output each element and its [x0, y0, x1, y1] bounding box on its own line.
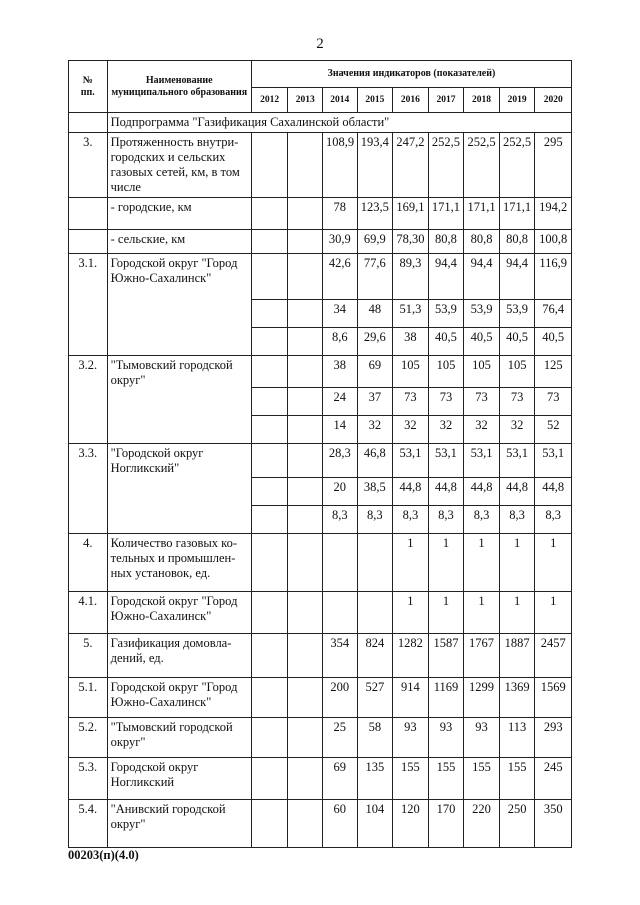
value-cell-2016: 914 — [393, 678, 429, 718]
value-cell-2019: 8,3 — [499, 506, 535, 534]
value-cell-2015 — [357, 592, 393, 634]
value-cell-2020: 1 — [535, 592, 572, 634]
value-cell-2018: 32 — [464, 416, 500, 444]
value-cell-2012 — [251, 444, 288, 478]
value-cell-2019: 44,8 — [499, 478, 535, 506]
value-cell-2019: 73 — [499, 388, 535, 416]
value-cell-2019: 113 — [499, 718, 535, 758]
value-cell-2014: 78 — [323, 198, 358, 230]
value-cell-2018: 1767 — [464, 634, 500, 678]
value-cell-2019: 80,8 — [499, 230, 535, 254]
value-cell-2019: 94,4 — [499, 254, 535, 300]
value-cell-2016: 32 — [393, 416, 429, 444]
value-cell-2017: 171,1 — [428, 198, 464, 230]
value-cell-2017: 32 — [428, 416, 464, 444]
section-row — [69, 113, 572, 133]
value-cell-2013 — [288, 328, 323, 356]
value-cell-2017: 252,5 — [428, 133, 464, 198]
value-cell-2013 — [288, 133, 323, 198]
table-row — [69, 444, 572, 478]
value-cell-2020: 116,9 — [535, 254, 572, 300]
row-name: Газификация домовла-дений, ед. — [107, 634, 251, 678]
indicators-table — [68, 60, 572, 848]
value-cell-2019: 252,5 — [499, 133, 535, 198]
section-title: Подпрограмма "Газификация Сахалинской области" — [107, 113, 571, 133]
value-cell-2016: 73 — [393, 388, 429, 416]
table-row — [69, 634, 572, 678]
header-name: Наименование муниципального образования — [107, 61, 251, 113]
value-cell-2014: 8,3 — [323, 506, 358, 534]
value-cell-2012 — [251, 478, 288, 506]
value-cell-2017: 53,1 — [428, 444, 464, 478]
value-cell-2016: 1 — [393, 592, 429, 634]
value-cell-2020: 125 — [535, 356, 572, 388]
value-cell-2020: 194,2 — [535, 198, 572, 230]
value-cell-2016: 1282 — [393, 634, 429, 678]
table-row — [69, 758, 572, 800]
value-cell-2012 — [251, 300, 288, 328]
value-cell-2015 — [357, 534, 393, 592]
value-cell-2012 — [251, 133, 288, 198]
table-row — [69, 678, 572, 718]
value-cell-2012 — [251, 230, 288, 254]
value-cell-2019: 155 — [499, 758, 535, 800]
value-cell-2013 — [288, 254, 323, 300]
row-name: Количество газовых ко-тельных и промышлен-ных установок, ед. — [107, 534, 251, 592]
value-cell-2017: 1 — [428, 534, 464, 592]
table-row — [69, 198, 572, 230]
value-cell-2014: 20 — [323, 478, 358, 506]
value-cell-2017: 1587 — [428, 634, 464, 678]
value-cell-2013 — [288, 534, 323, 592]
value-cell-2013 — [288, 800, 323, 848]
value-cell-2019: 1 — [499, 534, 535, 592]
value-cell-2016: 89,3 — [393, 254, 429, 300]
value-cell-2012 — [251, 198, 288, 230]
value-cell-2018: 252,5 — [464, 133, 500, 198]
row-number: 4.1. — [69, 592, 108, 634]
value-cell-2015: 193,4 — [357, 133, 393, 198]
header-values: Значения индикаторов (показателей) — [251, 61, 571, 88]
value-cell-2018: 1299 — [464, 678, 500, 718]
value-cell-2015: 527 — [357, 678, 393, 718]
value-cell-2018: 53,1 — [464, 444, 500, 478]
value-cell-2020: 53,1 — [535, 444, 572, 478]
header-year: 2018 — [464, 88, 500, 113]
value-cell-2015: 46,8 — [357, 444, 393, 478]
value-cell-2015: 58 — [357, 718, 393, 758]
value-cell-2016: 169,1 — [393, 198, 429, 230]
row-name: Городской округ "Город Южно-Сахалинск" — [107, 254, 251, 356]
value-cell-2020: 73 — [535, 388, 572, 416]
table-row — [69, 718, 572, 758]
value-cell-2013 — [288, 718, 323, 758]
row-number: 5.4. — [69, 800, 108, 848]
value-cell-2013 — [288, 416, 323, 444]
value-cell-2014: 30,9 — [323, 230, 358, 254]
value-cell-2017: 80,8 — [428, 230, 464, 254]
value-cell-2015: 38,5 — [357, 478, 393, 506]
value-cell-2018: 73 — [464, 388, 500, 416]
table-row — [69, 356, 572, 388]
value-cell-2012 — [251, 634, 288, 678]
row-name: "Тымовский городской округ" — [107, 718, 251, 758]
value-cell-2019: 40,5 — [499, 328, 535, 356]
value-cell-2016: 78,30 — [393, 230, 429, 254]
value-cell-2013 — [288, 678, 323, 718]
value-cell-2012 — [251, 592, 288, 634]
row-name: "Тымовский городской округ" — [107, 356, 251, 444]
value-cell-2014: 69 — [323, 758, 358, 800]
value-cell-2013 — [288, 300, 323, 328]
row-name: Городской округ "Город Южно-Сахалинск" — [107, 592, 251, 634]
table-row — [69, 592, 572, 634]
value-cell-2015: 104 — [357, 800, 393, 848]
value-cell-2014: 354 — [323, 634, 358, 678]
value-cell-2016: 51,3 — [393, 300, 429, 328]
value-cell-2019: 1 — [499, 592, 535, 634]
value-cell-2016: 53,1 — [393, 444, 429, 478]
value-cell-2013 — [288, 198, 323, 230]
row-name: Городской округ Ногликский — [107, 758, 251, 800]
value-cell-2020: 2457 — [535, 634, 572, 678]
value-cell-2020: 76,4 — [535, 300, 572, 328]
value-cell-2020: 40,5 — [535, 328, 572, 356]
table-body — [69, 113, 572, 848]
value-cell-2016: 1 — [393, 534, 429, 592]
value-cell-2013 — [288, 758, 323, 800]
value-cell-2013 — [288, 388, 323, 416]
value-cell-2015: 32 — [357, 416, 393, 444]
value-cell-2015: 135 — [357, 758, 393, 800]
table-row — [69, 230, 572, 254]
value-cell-2014: 38 — [323, 356, 358, 388]
value-cell-2019: 171,1 — [499, 198, 535, 230]
value-cell-2013 — [288, 592, 323, 634]
value-cell-2015: 29,6 — [357, 328, 393, 356]
value-cell-2014: 14 — [323, 416, 358, 444]
value-cell-2019: 1369 — [499, 678, 535, 718]
value-cell-2019: 1887 — [499, 634, 535, 678]
value-cell-2018: 1 — [464, 534, 500, 592]
value-cell-2012 — [251, 254, 288, 300]
value-cell-2017: 155 — [428, 758, 464, 800]
value-cell-2018: 171,1 — [464, 198, 500, 230]
value-cell-2015: 123,5 — [357, 198, 393, 230]
value-cell-2014: 42,6 — [323, 254, 358, 300]
value-cell-2013 — [288, 230, 323, 254]
row-number: 3. — [69, 133, 108, 198]
value-cell-2019: 53,9 — [499, 300, 535, 328]
value-cell-2018: 155 — [464, 758, 500, 800]
row-name: Протяженность внутри-городских и сельских газовых сетей, км, в том числе — [107, 133, 251, 198]
value-cell-2016: 120 — [393, 800, 429, 848]
row-number: 5. — [69, 634, 108, 678]
table-row — [69, 133, 572, 198]
value-cell-2014: 25 — [323, 718, 358, 758]
value-cell-2012 — [251, 718, 288, 758]
table-header — [69, 61, 572, 113]
value-cell-2018: 8,3 — [464, 506, 500, 534]
row-name: - сельские, км — [107, 230, 251, 254]
value-cell-2015: 824 — [357, 634, 393, 678]
value-cell-2018: 40,5 — [464, 328, 500, 356]
value-cell-2016: 44,8 — [393, 478, 429, 506]
value-cell-2017: 105 — [428, 356, 464, 388]
value-cell-2014: 34 — [323, 300, 358, 328]
value-cell-2012 — [251, 328, 288, 356]
value-cell-2017: 1 — [428, 592, 464, 634]
row-number: 5.3. — [69, 758, 108, 800]
value-cell-2019: 53,1 — [499, 444, 535, 478]
header-year: 2020 — [535, 88, 572, 113]
header-year: 2016 — [393, 88, 429, 113]
value-cell-2016: 38 — [393, 328, 429, 356]
value-cell-2012 — [251, 534, 288, 592]
value-cell-2012 — [251, 416, 288, 444]
page-number: 2 — [316, 36, 324, 52]
value-cell-2013 — [288, 444, 323, 478]
value-cell-2014: 28,3 — [323, 444, 358, 478]
header-year: 2019 — [499, 88, 535, 113]
value-cell-2018: 105 — [464, 356, 500, 388]
header-year: 2014 — [323, 88, 358, 113]
value-cell-2018: 93 — [464, 718, 500, 758]
row-number: 5.2. — [69, 718, 108, 758]
value-cell-2014: 8,6 — [323, 328, 358, 356]
document-code: 00203(п)(4.0) — [68, 848, 139, 862]
value-cell-2015: 77,6 — [357, 254, 393, 300]
value-cell-2017: 73 — [428, 388, 464, 416]
value-cell-2020: 245 — [535, 758, 572, 800]
value-cell-2018: 44,8 — [464, 478, 500, 506]
value-cell-2013 — [288, 506, 323, 534]
value-cell-2018: 1 — [464, 592, 500, 634]
value-cell-2020: 1 — [535, 534, 572, 592]
value-cell-2012 — [251, 388, 288, 416]
value-cell-2015: 8,3 — [357, 506, 393, 534]
section-num-cell — [69, 113, 108, 133]
value-cell-2015: 37 — [357, 388, 393, 416]
value-cell-2013 — [288, 478, 323, 506]
value-cell-2016: 247,2 — [393, 133, 429, 198]
row-name: "Анивский городской округ" — [107, 800, 251, 848]
value-cell-2018: 80,8 — [464, 230, 500, 254]
row-number: 4. — [69, 534, 108, 592]
value-cell-2020: 1569 — [535, 678, 572, 718]
row-number — [69, 230, 108, 254]
value-cell-2020: 295 — [535, 133, 572, 198]
value-cell-2019: 105 — [499, 356, 535, 388]
value-cell-2018: 220 — [464, 800, 500, 848]
value-cell-2017: 94,4 — [428, 254, 464, 300]
value-cell-2017: 1169 — [428, 678, 464, 718]
value-cell-2012 — [251, 356, 288, 388]
value-cell-2020: 52 — [535, 416, 572, 444]
value-cell-2017: 93 — [428, 718, 464, 758]
header-year: 2012 — [251, 88, 288, 113]
value-cell-2014 — [323, 534, 358, 592]
value-cell-2014: 200 — [323, 678, 358, 718]
value-cell-2015: 48 — [357, 300, 393, 328]
row-number: 3.2. — [69, 356, 108, 444]
value-cell-2014: 108,9 — [323, 133, 358, 198]
value-cell-2015: 69 — [357, 356, 393, 388]
value-cell-2014 — [323, 592, 358, 634]
value-cell-2016: 93 — [393, 718, 429, 758]
table-row — [69, 254, 572, 300]
value-cell-2020: 350 — [535, 800, 572, 848]
header-year: 2015 — [357, 88, 393, 113]
row-number: 3.3. — [69, 444, 108, 534]
value-cell-2017: 8,3 — [428, 506, 464, 534]
header-year: 2013 — [288, 88, 323, 113]
value-cell-2012 — [251, 800, 288, 848]
row-name: - городские, км — [107, 198, 251, 230]
value-cell-2016: 8,3 — [393, 506, 429, 534]
header-year: 2017 — [428, 88, 464, 113]
table-row — [69, 534, 572, 592]
row-number: 3.1. — [69, 254, 108, 356]
row-name: Городской округ "Город Южно-Сахалинск" — [107, 678, 251, 718]
row-number — [69, 198, 108, 230]
value-cell-2016: 155 — [393, 758, 429, 800]
value-cell-2012 — [251, 678, 288, 718]
header-num: № пп. — [69, 61, 108, 113]
value-cell-2019: 32 — [499, 416, 535, 444]
value-cell-2017: 40,5 — [428, 328, 464, 356]
row-number: 5.1. — [69, 678, 108, 718]
value-cell-2020: 100,8 — [535, 230, 572, 254]
value-cell-2016: 105 — [393, 356, 429, 388]
value-cell-2020: 293 — [535, 718, 572, 758]
value-cell-2017: 170 — [428, 800, 464, 848]
row-name: "Городской округ Ногликский" — [107, 444, 251, 534]
value-cell-2013 — [288, 356, 323, 388]
value-cell-2015: 69,9 — [357, 230, 393, 254]
table-row — [69, 800, 572, 848]
value-cell-2020: 8,3 — [535, 506, 572, 534]
value-cell-2012 — [251, 758, 288, 800]
value-cell-2014: 60 — [323, 800, 358, 848]
value-cell-2020: 44,8 — [535, 478, 572, 506]
value-cell-2012 — [251, 506, 288, 534]
value-cell-2017: 44,8 — [428, 478, 464, 506]
value-cell-2018: 53,9 — [464, 300, 500, 328]
value-cell-2014: 24 — [323, 388, 358, 416]
value-cell-2013 — [288, 634, 323, 678]
value-cell-2017: 53,9 — [428, 300, 464, 328]
value-cell-2018: 94,4 — [464, 254, 500, 300]
value-cell-2019: 250 — [499, 800, 535, 848]
